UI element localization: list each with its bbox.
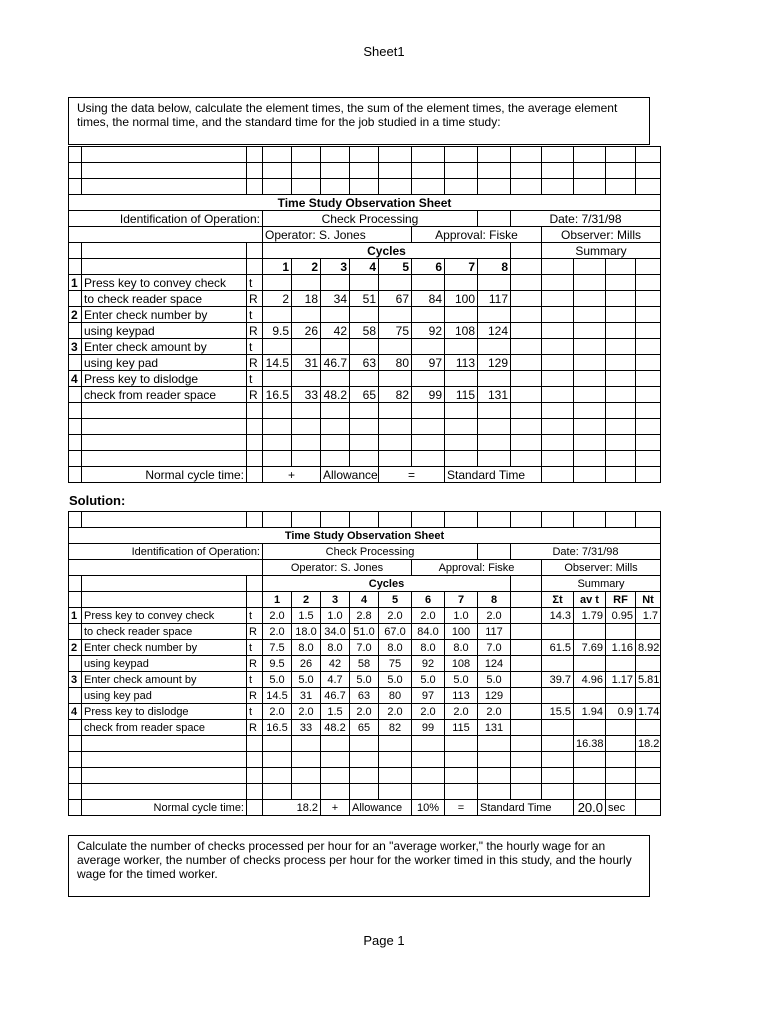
equals-sign: = [445, 800, 478, 816]
cycle-number: 6 [412, 259, 445, 275]
element-number: 1 [69, 275, 82, 291]
element-number: 1 [69, 608, 82, 624]
element-description: Enter check amount by [82, 672, 247, 688]
cycle-number: 8 [478, 259, 511, 275]
problem-observation-sheet: Time Study Observation Sheet Identification of Operation: Check Processing Date: 7/31/98 Operator: S. Jones Approval: Fiske Observer: Mills Cycles Summary 1 2 3 4 5 6 7 8 1 Press key to convey check t to check reader space R 2 18 34 51 67 84 100 117 2 Enter check number by t using keypad R 9.5 26 42 58 75 92 108 124 3 Enter check amount by t using key pad R 14.5 31 46.7 63 80 97 113 129 4 Press key to dislodge t check from reader space R 16.5 33 48.2 65 82 99 115 131 Normal cycle time: + Allowance = Standard Time [68, 146, 661, 483]
element-description: to check reader space [82, 291, 247, 307]
solution-label: Solution: [69, 493, 126, 508]
cycle-number: 8 [478, 592, 511, 608]
total-normal-time: 18.2 [636, 736, 661, 752]
standard-time-label: Standard Time [445, 467, 542, 483]
cycle-number: 3 [321, 259, 350, 275]
cycles-header: Cycles [263, 243, 511, 259]
cycle-number: 5 [379, 592, 412, 608]
cycle-number: 7 [445, 592, 478, 608]
normal-cycle-value: 18.2 [263, 800, 321, 816]
normal-cycle-label: Normal cycle time: [82, 800, 247, 816]
approval-field: Approval: Fiske [412, 227, 542, 243]
element-description: Enter check number by [82, 307, 247, 323]
cycles-header: Cycles [263, 576, 511, 592]
element-number: 4 [69, 704, 82, 720]
summary-header: Summary [542, 576, 661, 592]
element-description: using keypad [82, 323, 247, 339]
cycle-number: 1 [263, 259, 292, 275]
date-field: Date: 7/31/98 [511, 211, 661, 227]
summary-col-header: av t [574, 592, 606, 608]
operator-field: Operator: S. Jones [263, 227, 412, 243]
normal-cycle-label: Normal cycle time: [82, 467, 247, 483]
identification-label: Identification of Operation: [69, 544, 263, 560]
sheet-title: Time Study Observation Sheet [69, 195, 661, 211]
summary-col-header: Σt [542, 592, 574, 608]
identification-label: Identification of Operation: [69, 211, 263, 227]
observer-field: Observer: Mills [542, 227, 661, 243]
allowance-label: Allowance [321, 467, 379, 483]
cycle-number: 4 [350, 592, 379, 608]
element-description: using keypad [82, 656, 247, 672]
operation-name: Check Processing [263, 211, 478, 227]
element-description: Press key to convey check [82, 608, 247, 624]
cycle-number: 2 [292, 259, 321, 275]
summary-col-header: Nt [636, 592, 661, 608]
cycle-number: 5 [379, 259, 412, 275]
equals-sign: = [379, 467, 445, 483]
page-header: Sheet1 [363, 44, 405, 59]
element-number: 3 [69, 339, 82, 355]
element-description: to check reader space [82, 624, 247, 640]
plus-sign: + [263, 467, 321, 483]
cycle-number: 2 [292, 592, 321, 608]
element-description: check from reader space [82, 720, 247, 736]
summary-col-header: RF [606, 592, 636, 608]
element-number: 2 [69, 307, 82, 323]
summary-header: Summary [542, 243, 661, 259]
element-description: using key pad [82, 355, 247, 371]
page-footer: Page 1 [363, 933, 405, 948]
intro-instructions: Using the data below, calculate the element times, the sum of the element times, the average element times, the normal time, and the standard time for the job studied in a time study: [68, 97, 650, 145]
standard-time-value: 20.0 [574, 800, 606, 816]
element-description: Press key to convey check [82, 275, 247, 291]
operation-name: Check Processing [263, 544, 478, 560]
allowance-label: Allowance [350, 800, 412, 816]
cycle-number: 1 [263, 592, 292, 608]
element-description: Enter check amount by [82, 339, 247, 355]
element-description: Press key to dislodge [82, 704, 247, 720]
time-unit: sec [606, 800, 636, 816]
solution-observation-sheet: Time Study Observation Sheet Identification of Operation: Check Processing Date: 7/31/98 Operator: S. Jones Approval: Fiske Observer: Mills Cycles Summary 1 2 3 4 5 6 7 8 Σt av t RF Nt 1 Press key to convey check t 2.0 1.5 1.0 2.8 2.0 2.0 1.0 2.0 14.3 1.79 0.95 1.7 to check reader space R 2.0 18.0 34.0 51.0 67.0 84.0 100 117 2 Enter check number by t 7.5 8.0 8.0 7.0 8.0 8.0 8.0 7.0 61.5 7.69 1.16 8.92 using keypad R 9.5 26 42 58 75 92 108 124 3 Enter check amount by t 5.0 5.0 4.7 5.0 5.0 5.0 5.0 5.0 39.7 4.96 1.17 5.81 using key pad R 14.5 31 46.7 63 80 97 113 129 4 Press key to dislodge t 2.0 2.0 1.5 2.0 2.0 2.0 2.0 2.0 15.5 1.94 0.9 1.74 check from reader space R 16.5 33 48.2 65 82 99 115 131 16.38 18.2 Normal cycle time: 18.2 + Allowance 10% = Standard Time 20.0 sec [68, 511, 661, 816]
element-description: Press key to dislodge [82, 371, 247, 387]
total-average-time: 16.38 [574, 736, 606, 752]
closing-instructions: Calculate the number of checks processed per hour for an "average worker," the hourly wage for an average worker, the number of checks process per hour for the worker timed in this study, and the hourly wage for the timed worker. [68, 835, 650, 897]
standard-time-label: Standard Time [478, 800, 574, 816]
sheet-title: Time Study Observation Sheet [69, 528, 661, 544]
plus-sign: + [321, 800, 350, 816]
element-number: 2 [69, 640, 82, 656]
approval-field: Approval: Fiske [412, 560, 542, 576]
element-description: using key pad [82, 688, 247, 704]
element-description: check from reader space [82, 387, 247, 403]
observer-field: Observer: Mills [542, 560, 661, 576]
operator-field: Operator: S. Jones [263, 560, 412, 576]
cycle-number: 6 [412, 592, 445, 608]
allowance-value: 10% [412, 800, 445, 816]
cycle-number: 4 [350, 259, 379, 275]
date-field: Date: 7/31/98 [511, 544, 661, 560]
element-description: Enter check number by [82, 640, 247, 656]
cycle-number: 7 [445, 259, 478, 275]
element-number: 3 [69, 672, 82, 688]
element-number: 4 [69, 371, 82, 387]
cycle-number: 3 [321, 592, 350, 608]
